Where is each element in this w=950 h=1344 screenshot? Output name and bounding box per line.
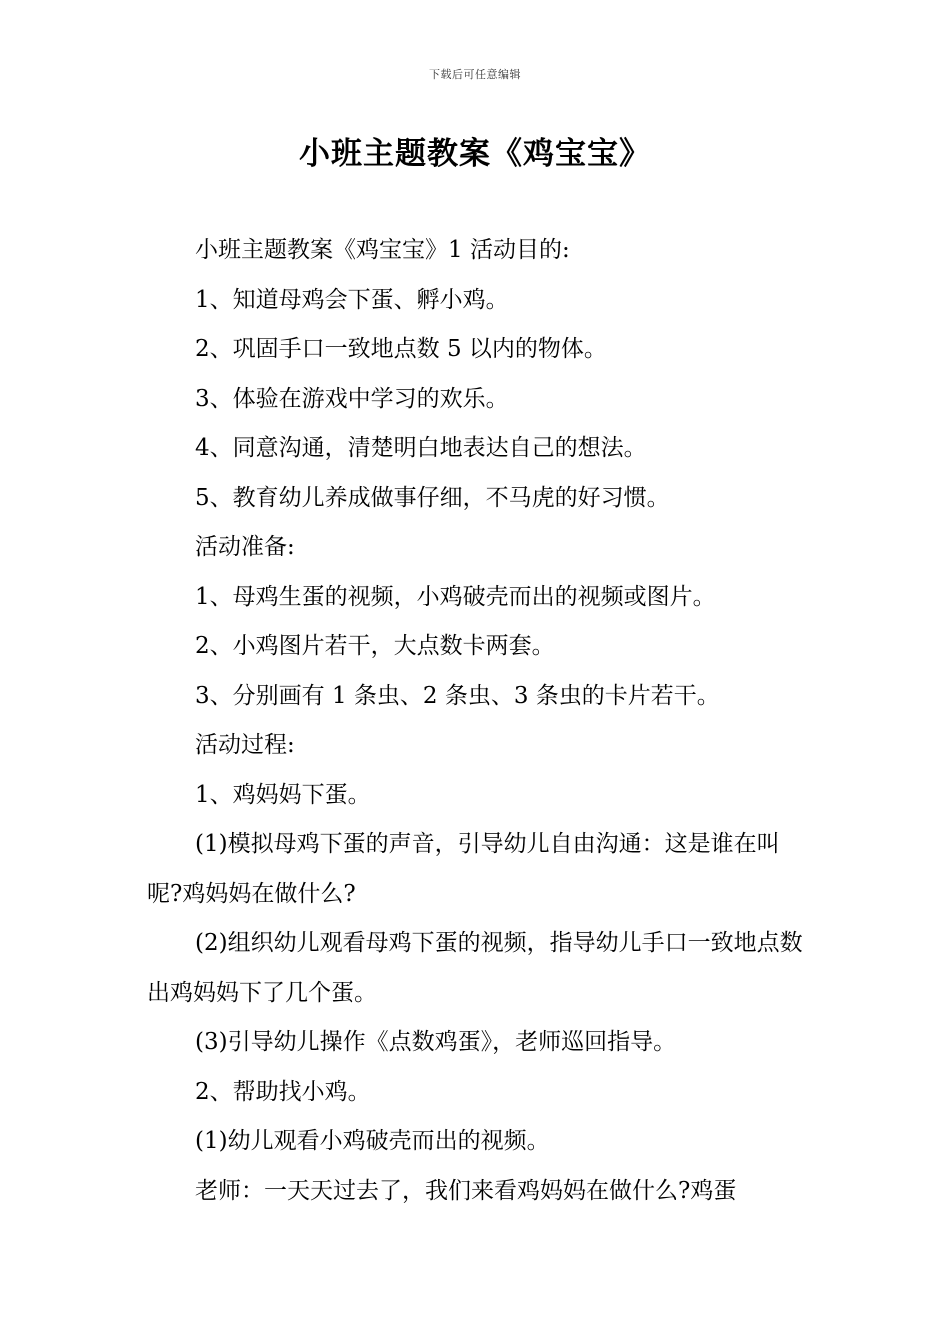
paragraph: 2、巩固手口一致地点数 5 以内的物体。	[195, 336, 607, 362]
section-heading: 活动过程:	[195, 732, 295, 758]
header-note: 下载后可任意编辑	[429, 68, 521, 81]
paragraph: 3、分别画有 1 条虫、2 条虫、3 条虫的卡片若干。	[195, 682, 720, 709]
paragraph: 1、母鸡生蛋的视频，小鸡破壳而出的视频或图片。	[195, 583, 716, 610]
paragraph: 1、知道母鸡会下蛋、孵小鸡。	[195, 286, 509, 313]
section-heading: 活动准备:	[195, 534, 295, 560]
paragraph: 5、教育幼儿养成做事仔细，不马虎的好习惯。	[195, 484, 670, 511]
paragraph: (1)幼儿观看小鸡破壳而出的视频。	[195, 1128, 550, 1154]
paragraph: 2、帮助找小鸡。	[195, 1078, 371, 1105]
paragraph: (1)模拟母鸡下蛋的声音，引导幼儿自由沟通：这是谁在叫呢?鸡妈妈在做什么?	[147, 831, 780, 907]
paragraph: 老师：一天天过去了，我们来看鸡妈妈在做什么?鸡蛋	[195, 1177, 737, 1204]
paragraph: 4、同意沟通，清楚明白地表达自己的想法。	[195, 435, 647, 461]
document-title: 小班主题教案《鸡宝宝》	[299, 136, 651, 172]
paragraph: (3)引导幼儿操作《点数鸡蛋》，老师巡回指导。	[195, 1029, 677, 1055]
paragraph: 3、体验在游戏中学习的欢乐。	[195, 385, 509, 412]
paragraph: (2)组织幼儿观看母鸡下蛋的视频，指导幼儿手口一致地点数出鸡妈妈下了几个蛋。	[147, 930, 803, 1006]
paragraph: 2、小鸡图片若干，大点数卡两套。	[195, 633, 555, 659]
document-body	[147, 226, 809, 1216]
paragraph: 1、鸡妈妈下蛋。	[195, 781, 371, 808]
paragraph: 小班主题教案《鸡宝宝》1 活动目的:	[195, 237, 570, 263]
